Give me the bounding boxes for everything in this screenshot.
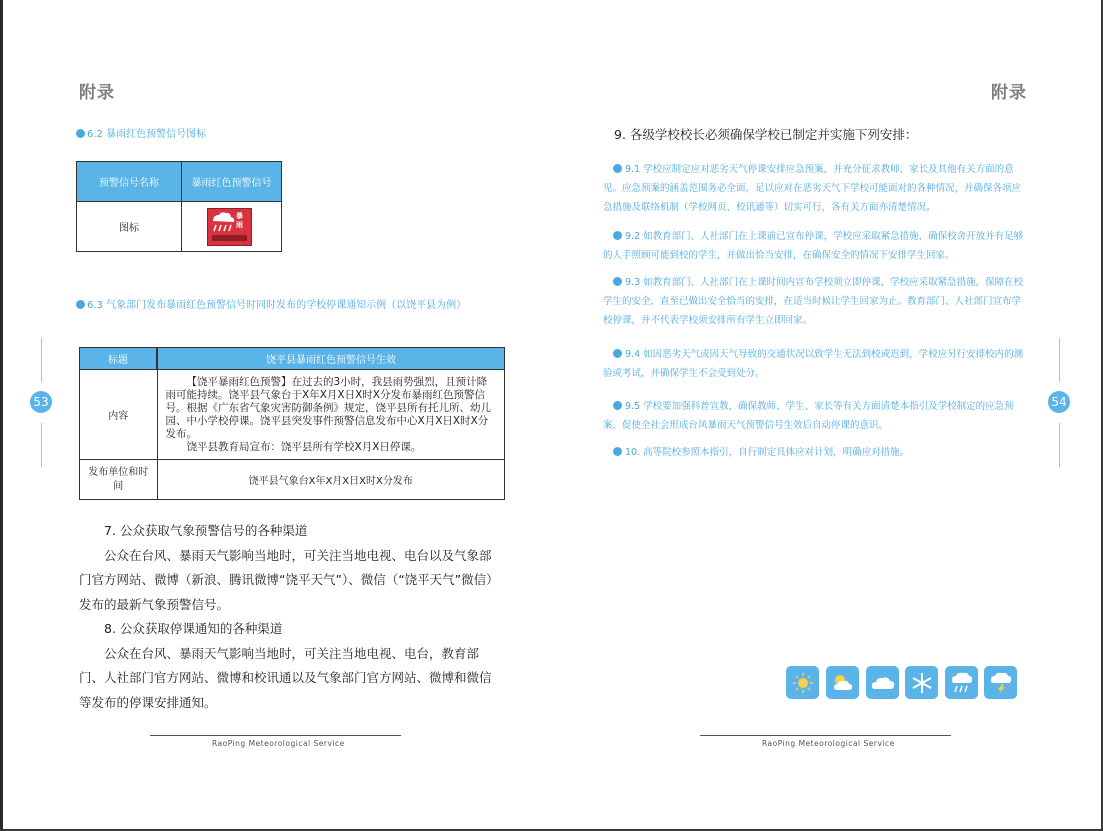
right-page-header: 附录	[991, 83, 1027, 103]
notice-content-paragraph: 饶平县教育局宣布：饶平县所有学校X月X日停课。	[186, 440, 422, 453]
notice-content-paragraph: 【饶平暴雨红色预警】在过去的3小时，我县雨势强烈，且预计降雨可能持续。饶平县气象台于X年X月X日X时X分发布暴雨红色预警信号。根据《广东省气象灾害防御条例》规定，饶平县所有托儿所、幼儿园、中小学校停课。饶平县突发事件预警信息发布中心X月X日X时X分发布。	[165, 375, 491, 440]
footer-rule	[150, 735, 401, 736]
page-number-rule	[1059, 423, 1060, 467]
list-item: 9.4 如因恶劣天气或因天气导致的交通状况以致学生无法到校或迟到，学校应另行安排校内的测验或考试，并确保学生不会受到处分。	[603, 349, 1024, 379]
table-row-label: 图标	[77, 202, 182, 252]
page-number-54: 54	[1048, 391, 1070, 413]
paragraph-8: 公众在台风、暴雨天气影响当地时，可关注当地电视、电台，教育部门、人社部门官方网站、微博和校讯通以及气象部门官方网站、微博和微信等发布的停课安排通知。	[79, 645, 492, 710]
page-number-rule	[1059, 338, 1060, 382]
list-item: 9.3 如教育部门、人社部门在上课时间内宣布学校须立即停课，学校应采取紧急措施，保障在校学生的安全，直至已做出安全恰当的安排，在适当时候让学生回家为止。教育部门、人社部门宣布学校停课，并不代表学校须安排所有学生立即回家。	[603, 277, 1024, 326]
notice-content-cell	[157, 370, 505, 460]
heading-8: 8. 公众获取停课通知的各种渠道	[104, 621, 283, 636]
table-header-cell: 标题	[80, 348, 158, 370]
page-number-53: 53	[30, 391, 52, 413]
list-item: 10. 高等院校参照本指引，自行制定具体应对计划，明确应对措施。	[603, 443, 1027, 462]
sign-text: 暴雨	[236, 212, 243, 229]
bullet-dot-icon	[613, 277, 622, 286]
table-row-label: 内容	[80, 370, 158, 460]
rain-icon	[945, 666, 978, 699]
left-edge	[0, 0, 3, 831]
table-header-cell: 预警信号名称	[77, 162, 182, 202]
sun-icon	[786, 666, 819, 699]
list-item: 9.1 学校应制定应对恶劣天气停课安排应急预案，并充分征求教师、家长及其他有关方面的意见。应急预案的涵盖范围务必全面，足以应对在恶劣天气下学校可能面对的各种情况，并确保各项应急措施及联络机制（学校网页、校讯通等）切实可行，各有关方面亦清楚情况。	[603, 164, 1022, 213]
table-header-cell: 饶平县暴雨红色预警信号生效	[157, 348, 505, 370]
left-footer: RaoPing Meteorological Service	[212, 739, 345, 748]
issuer-value-cell: 饶平县气象台X年X月X日X时X分发布	[157, 460, 505, 500]
bullet-dot-icon	[613, 349, 622, 358]
heading-7: 7. 公众获取气象预警信号的各种渠道	[104, 523, 308, 538]
left-body-text	[79, 519, 495, 715]
rainstorm-red-warning-sign-icon	[207, 208, 252, 246]
paragraph-7: 公众在台风、暴雨天气影响当地时，可关注当地电视、电台以及气象部门官方网站、微博（新浪、腾讯微博“饶平天气”）、微信（“饶平天气”微信）发布的最新气象预警信号。	[79, 547, 493, 612]
page-number-rule	[41, 423, 42, 467]
table-row-label: 发布单位和时间	[80, 460, 158, 500]
heading-9: 9. 各级学校校长必须确保学校已制定并实施下列安排：	[614, 127, 918, 142]
left-page-header: 附录	[79, 83, 115, 103]
cloud-icon	[866, 666, 899, 699]
bullet-dot-icon	[613, 401, 622, 410]
sun-cloud-icon	[826, 666, 859, 699]
bullet-dot-icon	[613, 447, 622, 456]
thunderstorm-icon	[984, 666, 1017, 699]
closure-notice-table	[79, 347, 505, 500]
bullet-dot-icon	[76, 129, 85, 138]
footer-rule	[700, 735, 951, 736]
bullet-dot-icon	[613, 164, 622, 173]
snowflake-icon	[905, 666, 938, 699]
list-item: 9.5 学校要加强科普宣教，确保教师、学生、家长等有关方面清楚本指引及学校制定的应急预案，促使全社会形成台风暴雨天气预警信号生效后自动停课的意识。	[603, 401, 1014, 431]
bullet-dot-icon	[613, 231, 622, 240]
bullet-dot-icon	[76, 300, 85, 309]
section-6-2-title: 6.2 暴雨红色预警信号图标	[76, 125, 206, 140]
list-item: 9.2 如教育部门、人社部门在上课前已宣布停课，学校应采取紧急措施，确保校舍开放并有足够的人手照顾可能到校的学生，并做出恰当安排，在确保安全的情况下安排学生回家。	[603, 231, 1024, 261]
section-6-3-title: 6.3 气象部门发布暴雨红色预警信号时同时发布的学校停课通知示例（以饶平县为例）	[76, 296, 466, 311]
page-number-rule	[41, 338, 42, 382]
table-header-cell: 暴雨红色预警信号	[182, 162, 282, 202]
right-footer: RaoPing Meteorological Service	[762, 739, 895, 748]
